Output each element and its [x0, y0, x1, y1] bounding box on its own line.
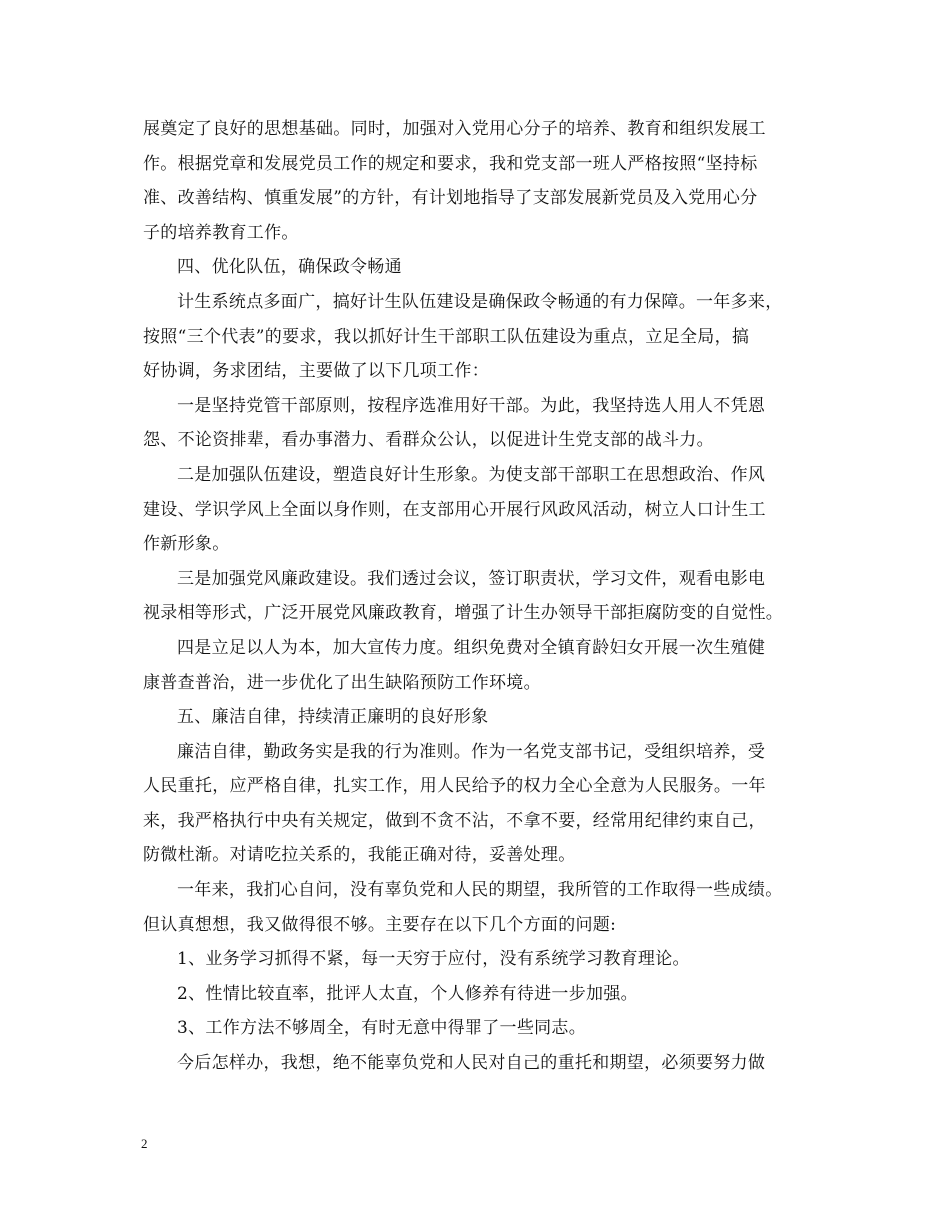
text-line: 好协调，务求团结，主要做了以下几项工作： [143, 361, 489, 382]
text-line: 一是坚持党管干部原则，按程序选准用好干部。为此，我坚持选人用人不凭恩 [177, 395, 766, 416]
section-heading: 五、廉洁自律，持续清正廉明的良好形象 [177, 707, 489, 728]
text-line: 一年来，我扪心自问，没有辜负党和人民的期望，我所管的工作取得一些成绩。 [177, 880, 783, 901]
section-heading: 四、优化队伍，确保政令畅通 [177, 257, 402, 278]
body-text [143, 112, 813, 1081]
text-line: 计生系统点多面广，搞好计生队伍建设是确保政令畅通的有力保障。一年多来， [177, 291, 783, 312]
text-line: 人民重托，应严格自律，扎实工作，用人民给予的权力全心全意为人民服务。一年 [143, 776, 766, 797]
list-item: 3、工作方法不够周全，有时无意中得罪了一些同志。 [177, 1018, 587, 1039]
text-line: 准、改善结构、慎重发展”的方针，有计划地指导了支部发展新党员及入党用心分 [143, 188, 758, 209]
text-line: 防微杜渐。对请吃拉关系的，我能正确对待，妥善处理。 [143, 845, 576, 866]
text-line: 子的培养教育工作。 [143, 222, 299, 243]
text-line: 怨、不论资排辈，看办事潜力、看群众公认，以促进计生党支部的战斗力。 [143, 430, 714, 451]
text-line: 廉洁自律，勤政务实是我的行为准则。作为一名党支部书记，受组织培养，受 [177, 741, 766, 762]
text-line: 二是加强队伍建设，塑造良好计生形象。为使支部干部职工在思想政治、作风 [177, 464, 766, 485]
text-line: 建设、学识学风上全面以身作则，在支部用心开展行风政风活动，树立人口计生工 [143, 499, 766, 520]
list-item: 1、业务学习抓得不紧，每一天穷于应付，没有系统学习教育理论。 [177, 949, 690, 970]
text-line: 今后怎样办，我想，绝不能辜负党和人民对自己的重托和期望，必须要努力做 [177, 1053, 766, 1074]
page-number: 2 [141, 1136, 148, 1151]
text-line: 来，我严格执行中央有关规定，做到不贪不沾，不拿不要，经常用纪律约束自己， [143, 810, 766, 831]
text-line: 作新形象。 [143, 534, 230, 555]
text-line: 三是加强党风廉政建设。我们透过会议，签订职责状，学习文件，观看电影电 [177, 568, 766, 589]
text-line: 按照“三个代表”的要求，我以抓好计生干部职工队伍建设为重点，立足全局，搞 [143, 326, 750, 347]
list-item: 2、性情比较直率，批评人太直，个人修养有待进一步加强。 [177, 983, 638, 1004]
text-line: 康普查普治，进一步优化了出生缺陷预防工作环境。 [143, 672, 541, 693]
text-line: 四是立足以人为本，加大宣传力度。组织免费对全镇育龄妇女开展一次生殖健 [177, 637, 766, 658]
text-line: 作。根据党章和发展党员工作的规定和要求，我和党支部一班人严格按照“坚持标 [143, 153, 758, 174]
text-line: 但认真想想，我又做得很不够。主要存在以下几个方面的问题: [143, 914, 617, 935]
text-line: 展奠定了良好的思想基础。同时，加强对入党用心分子的培养、教育和组织发展工 [143, 119, 766, 139]
text-line: 视录相等形式，广泛开展党风廉政教育，增强了计生办领导干部拒腐防变的自觉性。 [143, 603, 784, 624]
